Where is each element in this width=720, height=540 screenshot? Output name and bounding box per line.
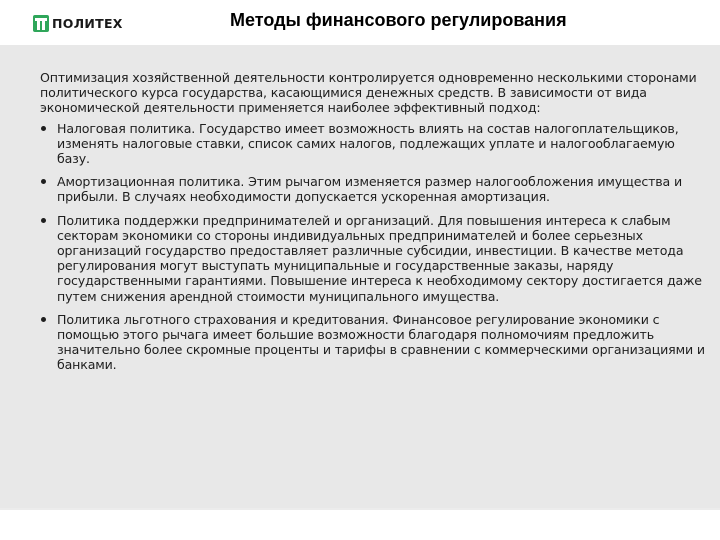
logo-text: ПОЛИТЕХ	[52, 15, 123, 31]
bullet-text: Политика поддержки предпринимателей и организаций. Для повышения интереса к слабым секторам экономики со стороны индивидуальных предпринимателей и более серьезных организаций государство предоставляет различные субсидии, инвестиции. В качестве метода регулирования могут выступать муниципальные и государственные заказы, наряду государственными гарантиями. Повышение интереса к необходимому сектору достигается даже путем снижения арендной стоимости муниципального имущества.	[57, 212, 702, 304]
intro-paragraph: Оптимизация хозяйственной деятельности контролируется одновременно несколькими сторонами политического курса государства, касающимися денежных средств. В зависимости от вида экономической деятельности применяется наиболее эффективный подход:	[40, 70, 697, 116]
bullet-dot-icon	[41, 317, 46, 322]
pi-logo-icon	[33, 15, 49, 32]
bullet-item	[40, 121, 705, 167]
slide-header	[0, 0, 720, 45]
bullet-dot-icon	[41, 179, 46, 184]
bullet-item	[40, 174, 705, 204]
body-text	[40, 70, 705, 381]
bullet-text: Политика льготного страхования и кредитования. Финансовое регулирование экономики с помощью этого рычага имеет большие возможности благодаря полномочиям предложить значительно более скромные проценты и тарифы в сравнении с коммерческими организациями и банками.	[57, 311, 705, 373]
bullet-list	[40, 121, 705, 373]
slide-title: Методы финансового регулирования	[230, 10, 567, 30]
bullet-dot-icon	[41, 218, 46, 223]
bullet-item	[40, 213, 705, 304]
politech-logo	[33, 13, 123, 33]
bullet-item	[40, 312, 705, 373]
bullet-text: Амортизационная политика. Этим рычагом изменяется размер налогообложения имущества и прибыли. В случаях необходимости допускается ускоренная амортизация.	[57, 174, 683, 205]
bullet-text: Налоговая политика. Государство имеет возможность влиять на состав налогоплательщиков, изменять налоговые ставки, список самих налогов, подлежащих уплате и налогооблагаемую базу.	[57, 120, 679, 167]
bullet-dot-icon	[41, 126, 46, 131]
